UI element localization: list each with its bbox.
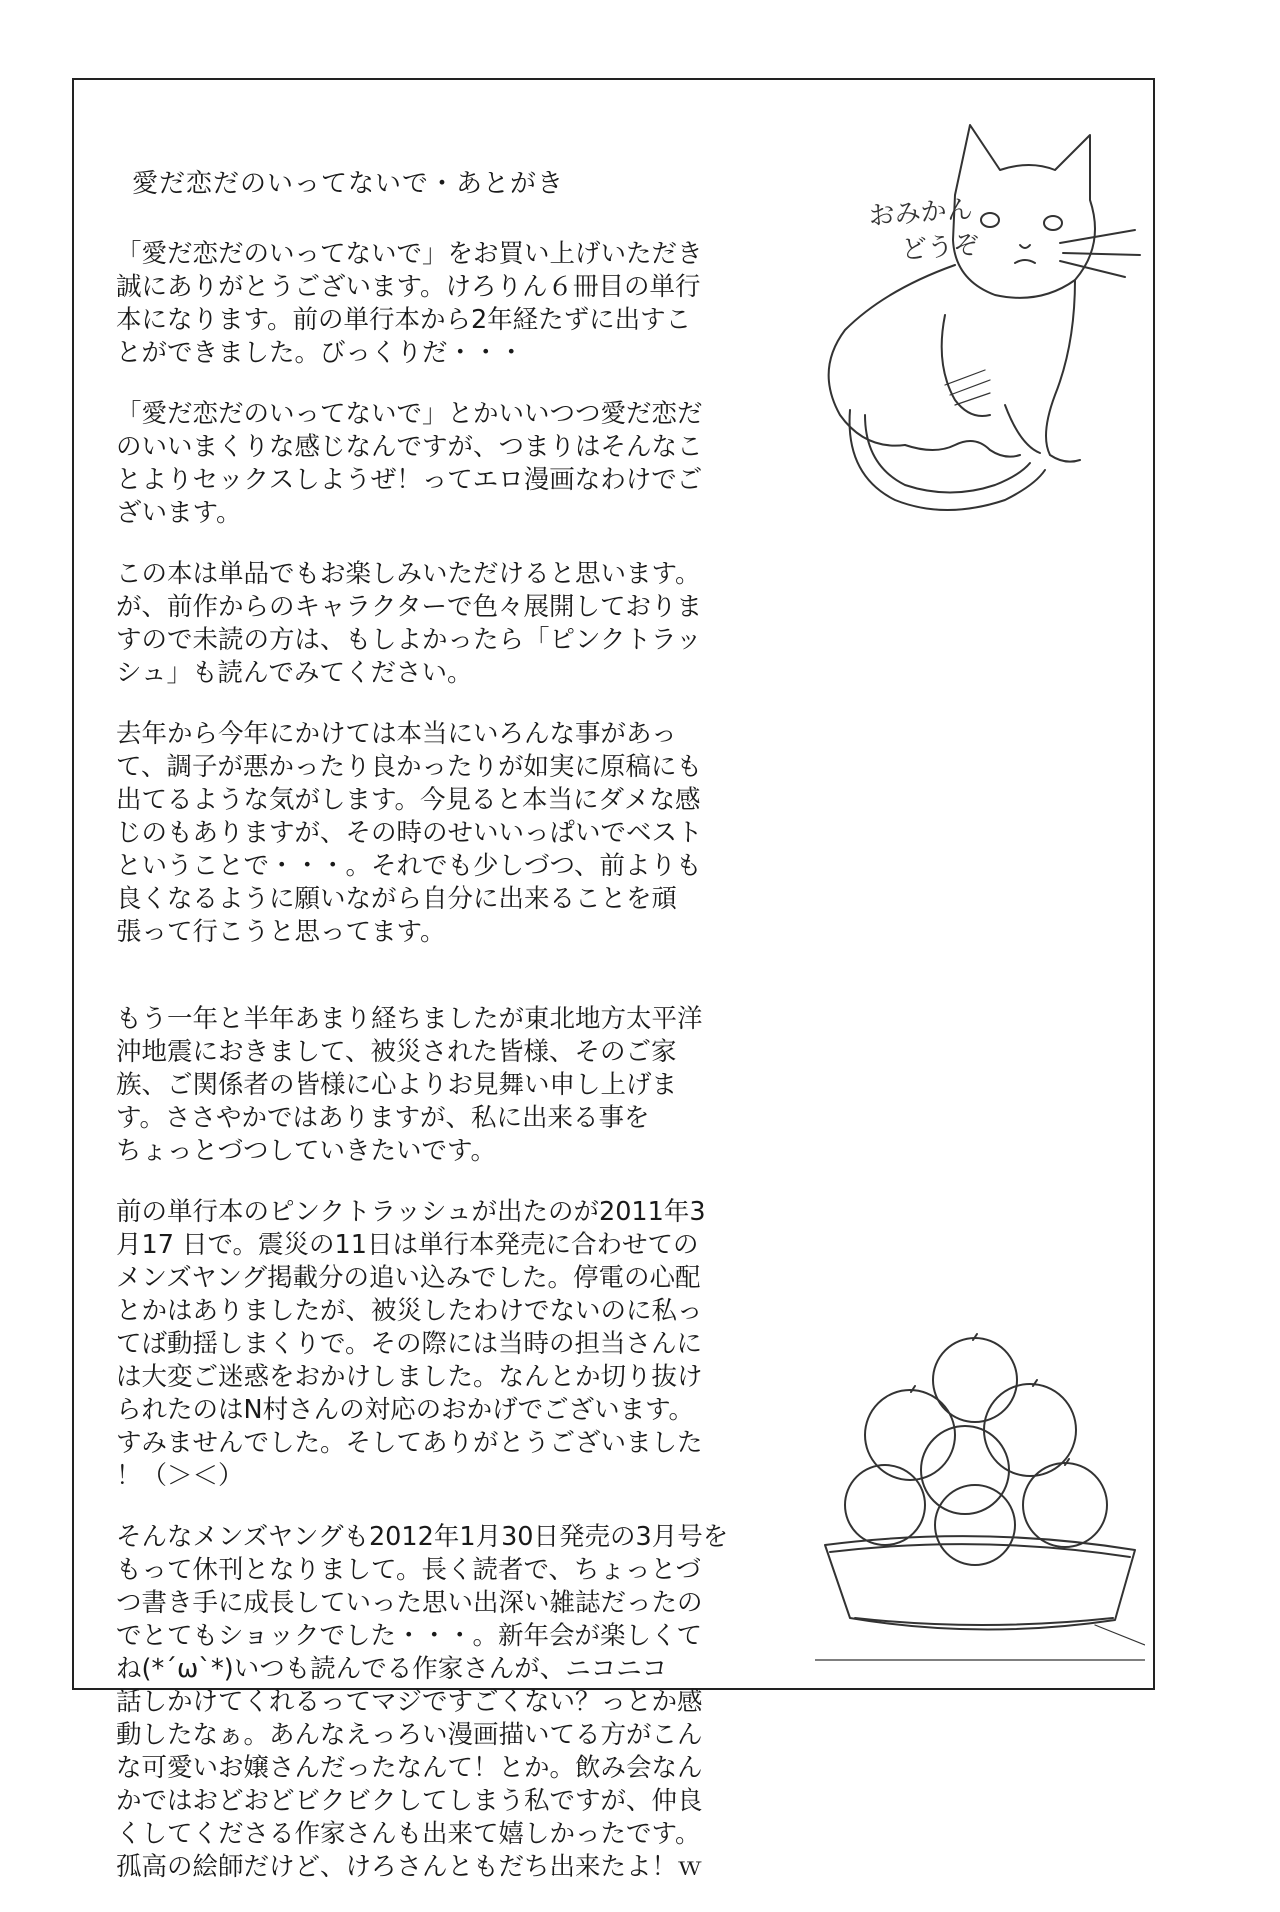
text-line: もう一年と半年あまり経ちましたが東北地方太平洋 [116, 1004, 703, 1034]
text-line: とよりセックスしようぜ！ってエロ漫画なわけでご [116, 465, 703, 495]
text-line: 話しかけてくれるってマジですごくない？っとか感 [116, 1687, 703, 1717]
text-line: 孤高の絵師だけど、けろさんともだち出来たよ！ｗ [116, 1852, 703, 1882]
paragraph [116, 718, 796, 949]
paragraph [116, 398, 796, 530]
paragraph [116, 558, 796, 690]
text-line: つ書き手に成長していった思い出深い雑誌だったの [116, 1588, 703, 1618]
text-line: てば動揺しまくりで。その際には当時の担当さんに [116, 1329, 702, 1359]
text-line: とができました。びっくりだ・・・ [116, 338, 525, 368]
text-line: ざいます。 [116, 498, 242, 528]
text-line: そんなメンズヤングも2012年1月30日発売の3月号を [116, 1522, 729, 1552]
cat-illustration [805, 115, 1185, 585]
text-line: すみませんでした。そしてありがとうございました [116, 1428, 703, 1458]
afterword-body [116, 238, 796, 1912]
text-line: 張って行こうと思ってます。 [116, 917, 446, 947]
text-line: す。ささやかではありますが、私に出来る事を [116, 1103, 650, 1133]
paragraph [116, 1003, 796, 1168]
text-line: かではおどおどビクビクしてしまう私ですが、仲良 [116, 1786, 703, 1816]
text-line: ということで・・・。それでも少しづつ、前よりも [116, 851, 702, 881]
text-line: 月17 日で。震災の11日は単行本発売に合わせての [116, 1230, 699, 1260]
paragraph [116, 1196, 796, 1493]
text-line: 族、ご関係者の皆様に心よりお見舞い申し上げま [116, 1070, 678, 1100]
text-line: くしてくださる作家さんも出来て嬉しかったです。 [116, 1819, 701, 1849]
page-title: 愛だ恋だのいってないで・あとがき [132, 169, 565, 199]
text-line: 前の単行本のピンクトラッシュが出たのが2011年3 [116, 1197, 706, 1227]
text-line: 良くなるように願いながら自分に出来ることを頑 [116, 884, 678, 914]
text-line: 「愛だ恋だのいってないで」とかいいつつ愛だ恋だ [116, 399, 703, 429]
text-line: な可愛いお嬢さんだったなんて！とか。飲み会なん [116, 1753, 703, 1783]
cat-note-line-1: おみかん [867, 194, 974, 232]
text-line: 誠にありがとうございます。けろりん６冊目の単行 [116, 272, 701, 302]
text-line: じのもありますが、その時のせいいっぱいでベスト [116, 818, 703, 848]
text-line: シュ」も読んでみてください。 [116, 658, 473, 688]
text-line: ね(*´ω`*)いつも読んでる作家さんが、ニコニコ [116, 1654, 668, 1684]
text-line: 「愛だ恋だのいってないで」をお買い上げいただき [116, 239, 703, 269]
text-line: て、調子が悪かったり良かったりが如実に原稿にも [116, 752, 702, 782]
text-line: は大変ご迷惑をおかけしました。なんとか切り抜け [116, 1362, 703, 1392]
mandarin-bowl-illustration [815, 1320, 1145, 1690]
text-line: られたのはN村さんの対応のおかげでございます。 [116, 1395, 695, 1425]
cat-handwritten-note [868, 191, 981, 270]
text-line: この本は単品でもお楽しみいただけると思います。 [116, 559, 701, 589]
text-line: 出てるような気がします。今見ると本当にダメな感 [116, 785, 701, 815]
text-line: ！（＞＜） [116, 1461, 244, 1491]
text-line: 本になります。前の単行本から2年経たずに出すこ [116, 305, 692, 335]
paragraph [116, 238, 796, 370]
text-line: 沖地震におきまして、被災された皆様、そのご家 [116, 1037, 677, 1067]
text-line: もって休刊となりまして。長く読者で、ちょっとづ [116, 1555, 701, 1585]
text-line: が、前作からのキャラクターで色々展開しておりま [116, 592, 702, 622]
cat-note-line-2: どうぞ [900, 230, 981, 266]
text-line: すので未読の方は、もしよかったら「ピンクトラッ [116, 625, 702, 655]
text-line: ちょっとづつしていきたいです。 [116, 1136, 496, 1166]
text-line: メンズヤング掲載分の追い込みでした。停電の心配 [116, 1263, 701, 1293]
text-line: とかはありましたが、被災したわけでないのに私っ [116, 1296, 703, 1326]
text-line: 動したなぁ。あんなえっろい漫画描いてる方がこん [116, 1720, 703, 1750]
paragraph [116, 1521, 796, 1884]
text-line: のいいまくりな感じなんですが、つまりはそんなこ [116, 432, 703, 462]
text-line: でとてもショックでした・・・。新年会が楽しくて [116, 1621, 702, 1651]
text-line: 去年から今年にかけては本当にいろんな事があっ [116, 719, 677, 749]
